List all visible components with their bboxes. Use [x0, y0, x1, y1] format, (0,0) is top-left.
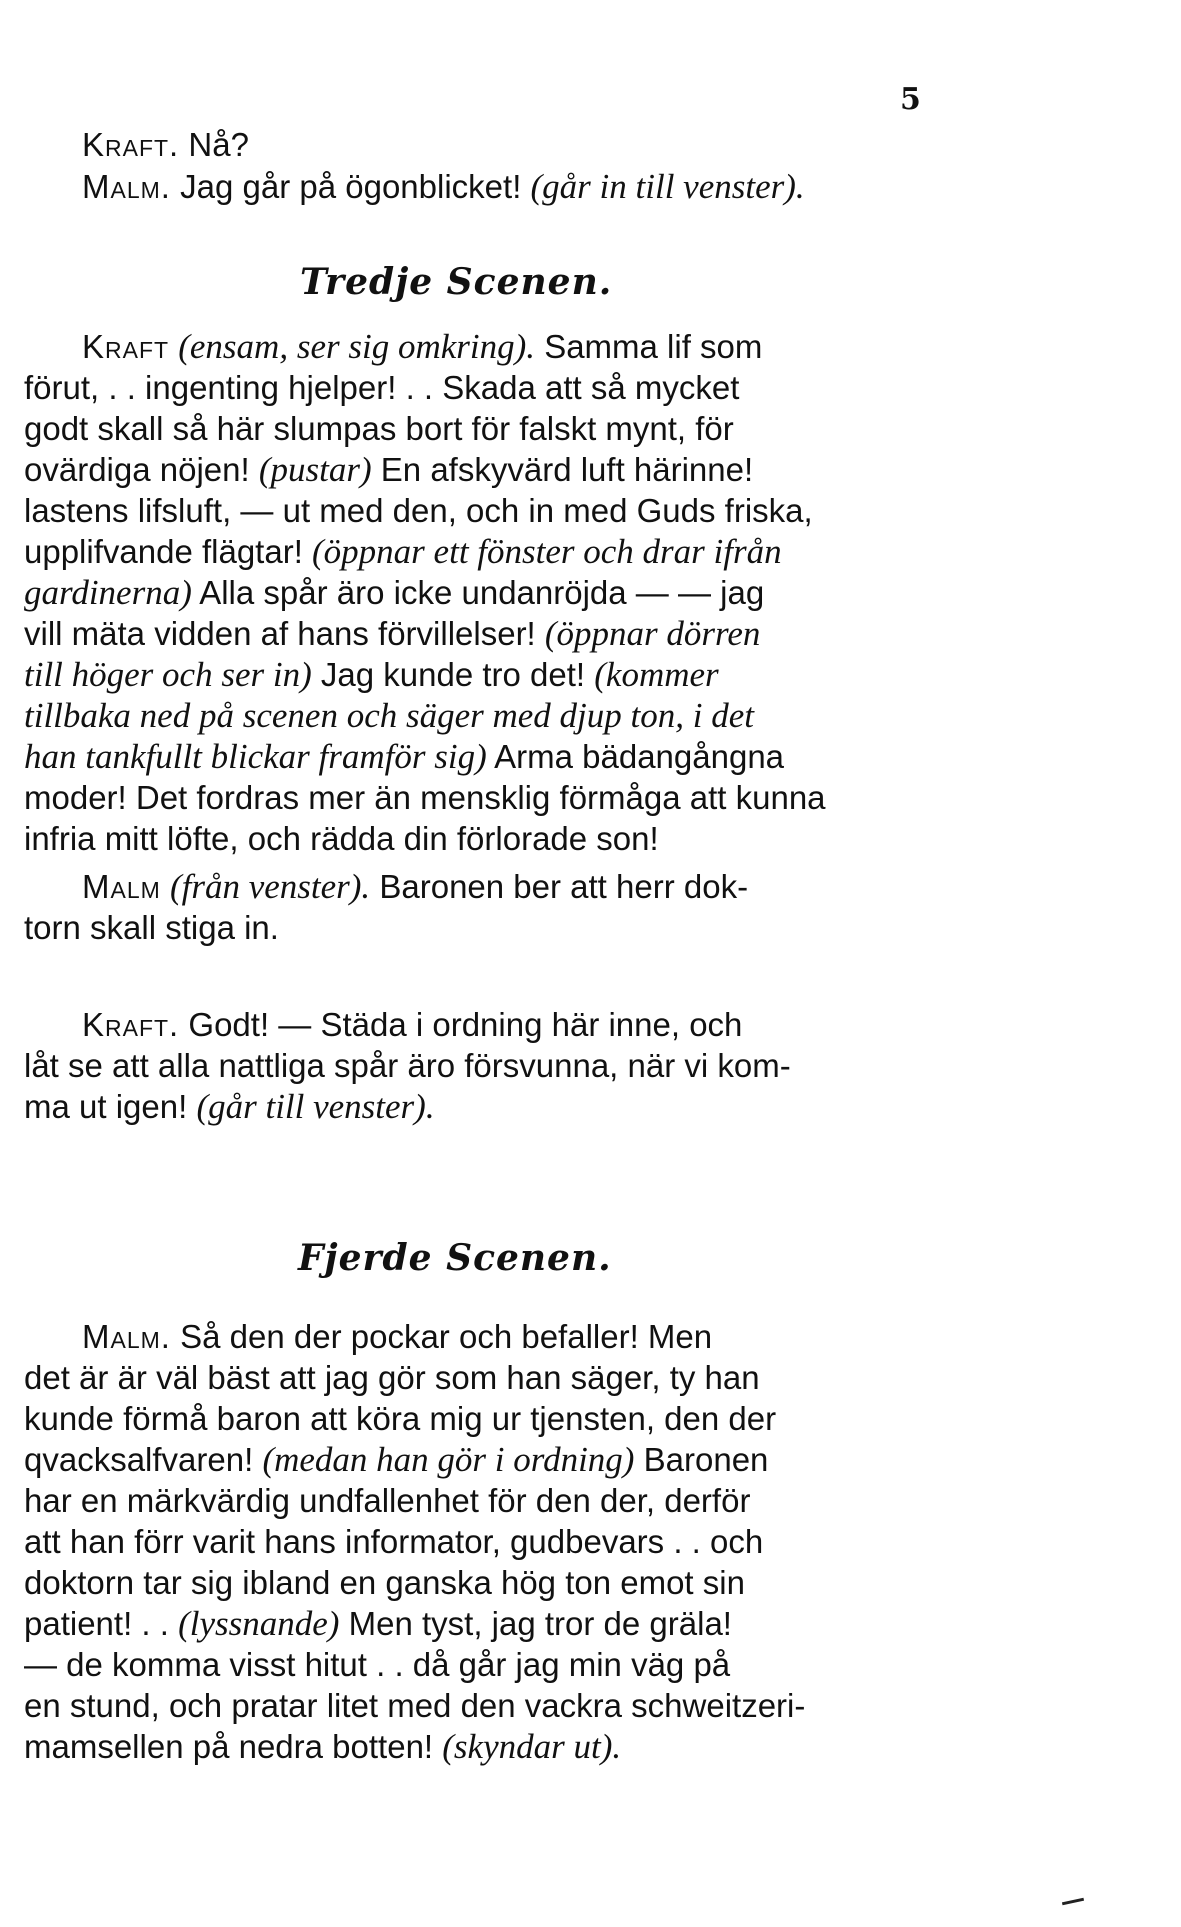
speaker-name: Kraft. [82, 126, 180, 163]
stage-direction: (medan han gör i ordning) [262, 1440, 635, 1479]
text-line: torn skall stiga in. [24, 909, 279, 946]
stage-direction: (lyssnande) [178, 1604, 340, 1643]
text-line: förut, . . ingenting hjelper! . . Skada att så mycket [24, 369, 740, 406]
scene-heading-third: Tredje Scenen. [300, 261, 613, 303]
dialogue-text: Så den der pockar och befaller! Men [180, 1318, 713, 1355]
text-line: doktorn tar sig ibland en ganska hög ton emot sin [24, 1564, 745, 1601]
text-line: det är är väl bäst att jag gör som han säger, ty han [24, 1359, 760, 1396]
dialogue-text: Baronen [643, 1441, 769, 1478]
dialogue-text: upplifvande flägtar! [24, 533, 303, 570]
dialogue-text: ovärdiga nöjen! [24, 451, 250, 488]
text-line: låt se att alla nattliga spår äro försvunna, när vi kom- [24, 1047, 791, 1084]
malm-line [24, 166, 954, 207]
dialogue-text: Jag går på ögonblicket! [180, 168, 522, 205]
stage-direction: till höger och ser in) [24, 655, 312, 694]
speaker-name: Malm [82, 868, 161, 905]
speaker-name: Malm. [82, 1318, 171, 1355]
speaker-name: Malm. [82, 168, 171, 205]
dialogue-text: Nå? [188, 126, 249, 163]
speaker-name: Kraft [82, 328, 170, 365]
text-line: att han förr varit hans informator, gudbevars . . och [24, 1523, 764, 1560]
kraft-reply [24, 1004, 954, 1127]
dialogue-text: mamsellen på nedra botten! [24, 1728, 434, 1765]
dialogue-text: Samma lif som [544, 328, 763, 365]
dialogue-text: Men tyst, jag tror de gräla! [348, 1605, 732, 1642]
kraft-line [24, 124, 954, 165]
dialogue-text: ma ut igen! [24, 1088, 188, 1125]
dialogue-text: Jag kunde tro det! [320, 656, 586, 693]
stage-direction: (öppnar ett fönster och drar ifrån [312, 532, 782, 571]
stage-direction: (går till venster). [196, 1087, 435, 1126]
page-number: 5 [900, 82, 921, 117]
stage-direction: (skyndar ut). [442, 1727, 622, 1766]
text-line: har en märkvärdig undfallenhet för den der, derför [24, 1482, 751, 1519]
malm-reply [24, 866, 954, 948]
stage-direction: (öppnar dörren [544, 614, 761, 653]
stage-direction: han tankfullt blickar framför sig) [24, 737, 487, 776]
stage-direction: (går in till venster). [530, 167, 805, 206]
stage-direction: (från venster). [169, 867, 371, 906]
stage-direction: gardinerna) [24, 573, 192, 612]
dialogue-text: vill mäta vidden af hans förvillelser! [24, 615, 536, 652]
dialogue-text: En afskyvärd luft härinne! [380, 451, 754, 488]
text-line: — de komma visst hitut . . då går jag min väg på [24, 1646, 731, 1683]
text-line: kunde förmå baron att köra mig ur tjensten, den der [24, 1400, 777, 1437]
stage-direction: (pustar) [258, 450, 372, 489]
stage-direction: tillbaka ned på scenen och säger med djup ton, i det [24, 696, 754, 735]
dialogue-text: Alla spår äro icke undanröjda — — jag [199, 574, 765, 611]
dialogue-text: Baronen ber att herr dok- [379, 868, 749, 905]
text-line: infria mitt löfte, och rädda din förlorade son! [24, 820, 659, 857]
kraft-monologue [24, 326, 954, 859]
dialogue-text: qvacksalfvaren! [24, 1441, 254, 1478]
text-line: moder! Det fordras mer än mensklig förmåga att kunna [24, 779, 826, 816]
dialogue-text: patient! . . [24, 1605, 169, 1642]
scene-heading-fourth: Fjerde Scenen. [298, 1237, 612, 1279]
text-line: godt skall så här slumpas bort för falskt mynt, för [24, 410, 734, 447]
text-line: lastens lifsluft, — ut med den, och in med Guds friska, [24, 492, 813, 529]
stage-direction: (ensam, ser sig omkring). [178, 327, 536, 366]
dialogue-text: Godt! — Städa i ordning här inne, och [188, 1006, 743, 1043]
speaker-name: Kraft. [82, 1006, 180, 1043]
printer-mark [1062, 1898, 1084, 1906]
text-line: en stund, och pratar litet med den vackra schweitzeri- [24, 1687, 806, 1724]
stage-direction: (kommer [594, 655, 719, 694]
malm-monologue [24, 1316, 954, 1767]
dialogue-text: Arma bädangångna [494, 738, 785, 775]
